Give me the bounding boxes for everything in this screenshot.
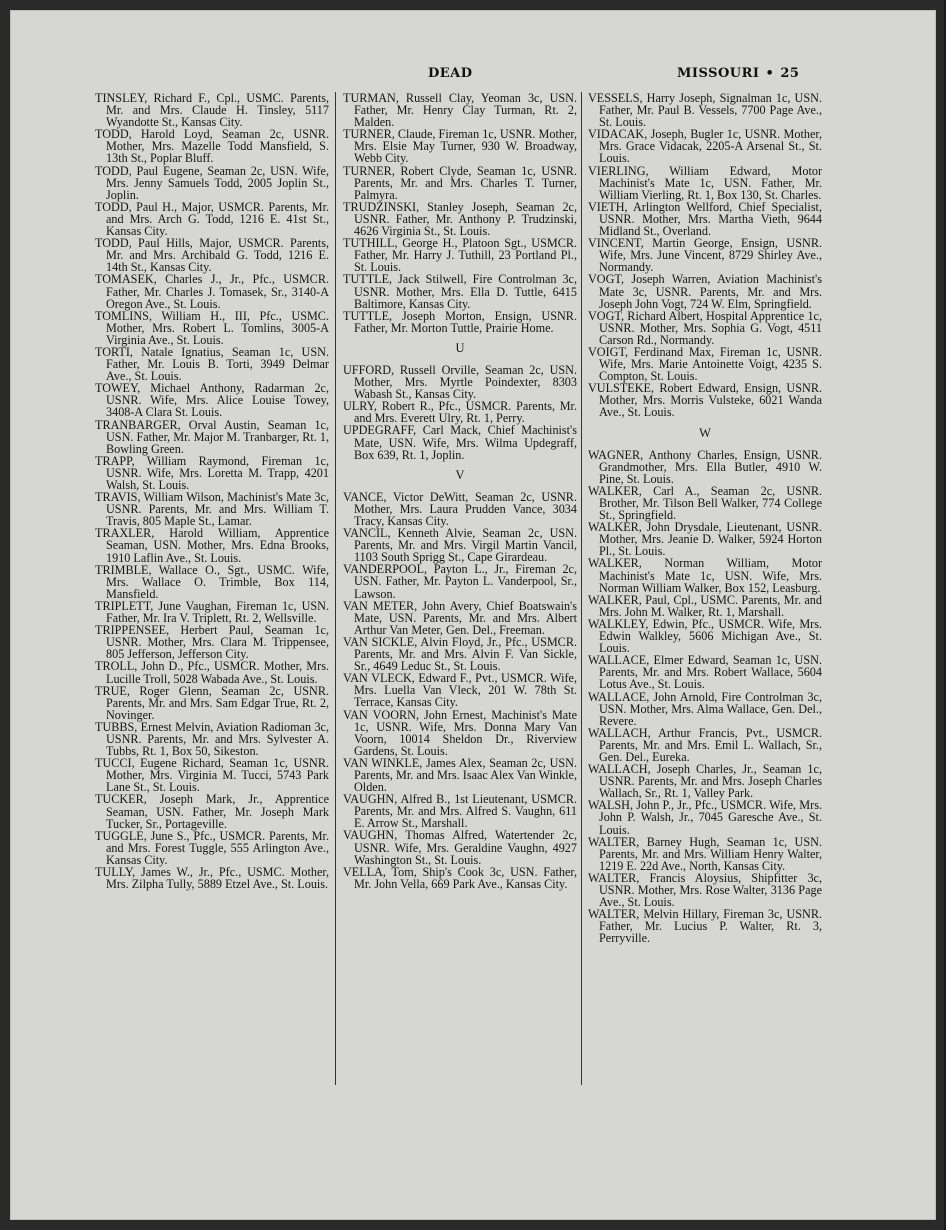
casualty-entry: VAN SICKLE, Alvin Floyd, Jr., Pfc., USMCR. Parents, Mr. and Mrs. Alvin F. Van Sickle, Sr., 4649 Leduc St., St. Louis. <box>343 634 577 674</box>
casualty-entry: WALTER, Francis Aloysius, Shipfitter 3c, USNR. Mother, Mrs. Rose Walter, 3136 Page Ave., St. Louis. <box>588 870 822 910</box>
casualty-entry: VAUGHN, Thomas Alfred, Watertender 2c, USNR. Wife, Mrs. Geraldine Vaughn, 4927 Washington St., St. Louis. <box>343 828 577 867</box>
casualty-entry: TODD, Harold Loyd, Seaman 2c, USNR. Mother, Mrs. Mazelle Todd Mansfield, S. 13th St., Poplar Bluff. <box>95 127 329 166</box>
column-3 <box>588 92 822 1092</box>
casualty-entry: TRAVIS, William Wilson, Machinist's Mate 3c, USNR. Parents, Mr. and Mrs. William T. Travis, 805 Maple St., Lamar. <box>95 490 329 529</box>
casualty-entry: VIETH, Arlington Wellford, Chief Specialist, USNR. Mother, Mrs. Martha Vieth, 9644 Midland St., Overland. <box>588 199 822 239</box>
casualty-entry: VAN WINKLE, James Alex, Seaman 2c, USN. Parents, Mr. and Mrs. Isaac Alex Van Winkle, Olden. <box>343 755 577 795</box>
casualty-entry: TRIMBLE, Wallace O., Sgt., USMC. Wife, Mrs. Wallace O. Trimble, Box 114, Mansfield. <box>95 562 329 601</box>
casualty-entry: ULRY, Robert R., Pfc., USMCR. Parents, Mr. and Mrs. Everett Ulry, Rt. 1, Perry. <box>343 399 577 426</box>
casualty-entry: VOIGT, Ferdinand Max, Fireman 1c, USNR. Wife, Mrs. Marie Antoinette Voigt, 4235 S. Compton, St. Louis. <box>588 344 822 384</box>
casualty-entry: TODD, Paul Eugene, Seaman 2c, USN. Wife, Mrs. Jenny Samuels Todd, 2005 Joplin St., Joplin. <box>95 163 329 202</box>
section-letter: U <box>455 340 465 355</box>
casualty-entry: UFFORD, Russell Orville, Seaman 2c, USN. Mother, Mrs. Myrtle Poindexter, 8303 Wabash St., Kansas City. <box>343 362 577 402</box>
header-state-and-page <box>677 66 799 81</box>
casualty-entry: TURNER, Claude, Fireman 1c, USNR. Mother, Mrs. Elsie May Turner, 930 W. Broadway, Webb City. <box>343 127 577 166</box>
casualty-entry: VAN VLECK, Edward F., Pvt., USMCR. Wife, Mrs. Luella Van Vleck, 201 W. 78th St. Terrace, Kansas City. <box>343 671 577 710</box>
casualty-entry: TUCCI, Eugene Richard, Seaman 1c, USNR. Mother, Mrs. Virginia M. Tucci, 5743 Park Lane St., St. Louis. <box>95 756 329 795</box>
header-section-title: DEAD <box>428 66 473 81</box>
casualty-entry: WALTER, Melvin Hillary, Fireman 3c, USNR. Father, Mr. Lucius P. Walter, Rt. 3, Perryville. <box>588 907 822 946</box>
column-2 <box>343 92 577 1092</box>
casualty-entry: VANCE, Victor DeWitt, Seaman 2c, USNR. Mother, Mrs. Laura Prudden Vance, 3034 Tracy, Kansas City. <box>343 489 577 528</box>
casualty-entry: WALLACE, John Arnold, Fire Controlman 3c, USN. Mother, Mrs. Alma Wallace, Gen. Del., Revere. <box>588 689 822 728</box>
casualty-entry: WALKER, Norman William, Motor Machinist's Mate 1c, USN. Wife, Mrs. Norman William Walker, Box 152, Leasburg. <box>588 556 822 595</box>
casualty-entry: VAN VOORN, John Ernest, Machinist's Mate 1c, USNR. Wife, Mrs. Donna Mary Van Voorn, 10014 Sheldon Dr., Riverview Gardens, St. Louis. <box>343 707 577 758</box>
column-divider <box>581 92 582 1085</box>
casualty-entry: TURMAN, Russell Clay, Yeoman 3c, USN. Father, Mr. Henry Clay Turman, Rt. 2, Malden. <box>343 91 577 130</box>
casualty-entry: WAGNER, Anthony Charles, Ensign, USNR. Grandmother, Mrs. Ella Butler, 4910 W. Pine, St. Louis. <box>588 447 822 486</box>
casualty-entry: VOGT, Richard Albert, Hospital Apprentice 1c, USNR. Mother, Mrs. Sophia G. Vogt, 4511 Carson Rd., Normandy. <box>588 308 822 347</box>
header-bullet: • <box>765 66 775 81</box>
column-1 <box>95 92 329 1092</box>
casualty-entry: TURNER, Robert Clyde, Seaman 1c, USNR. Parents, Mr. and Mrs. Charles T. Turner, Palmyra. <box>343 163 577 202</box>
casualty-entry: VANDERPOOL, Payton L., Jr., Fireman 2c, USN. Father, Mr. Payton L. Vanderpool, Sr., Lawson. <box>343 562 577 601</box>
casualty-entry: TOWEY, Michael Anthony, Radarman 2c, USNR. Wife, Mrs. Alice Louise Towey, 3408-A Clara St. Louis. <box>95 381 329 420</box>
casualty-entry: WALKER, John Drysdale, Lieutenant, USNR. Mother, Mrs. Jeanie D. Walker, 5924 Horton Pl., St. Louis. <box>588 520 822 559</box>
casualty-entry: WALLACH, Arthur Francis, Pvt., USMCR. Parents, Mr. and Mrs. Emil L. Wallach, Sr., Gen. Del., Eureka. <box>588 725 822 764</box>
casualty-entry: TUCKER, Joseph Mark, Jr., Apprentice Seaman, USN. Father, Mr. Joseph Mark Tucker, Sr., Portageville. <box>95 792 329 831</box>
casualty-entry: VOGT, Joseph Warren, Aviation Machinist's Mate 3c, USNR. Parents, Mr. and Mrs. Joseph John Vogt, 724 W. Elm, Springfield. <box>588 272 822 311</box>
casualty-entry: TULLY, James W., Jr., Pfc., USMC. Mother, Mrs. Zilpha Tully, 5889 Etzel Ave., St. Louis. <box>95 865 329 892</box>
casualty-entry: VINCENT, Martin George, Ensign, USNR. Wife, Mrs. June Vincent, 8729 Shirley Ave., Normandy. <box>588 236 822 275</box>
casualty-entry: TRUE, Roger Glenn, Seaman 2c, USNR. Parents, Mr. and Mrs. Sam Edgar True, Rt. 2, Novinger. <box>95 683 329 722</box>
casualty-entry: VELLA, Tom, Ship's Cook 3c, USN. Father, Mr. John Vella, 669 Park Ave., Kansas City. <box>343 864 577 891</box>
casualty-entry: TRIPPENSEE, Herbert Paul, Seaman 1c, USNR. Mother, Mrs. Clara M. Trippensee, 805 Jefferson, Jefferson City. <box>95 623 329 662</box>
casualty-entry: TRAXLER, Harold William, Apprentice Seaman, USN. Mother, Mrs. Edna Brooks, 1910 Laflin Ave., St. Louis. <box>95 526 329 565</box>
casualty-entry: WALKLEY, Edwin, Pfc., USMCR. Wife, Mrs. Edwin Walkley, 5606 Michigan Ave., St. Louis. <box>588 616 822 656</box>
casualty-entry: TODD, Paul Hills, Major, USMCR. Parents, Mr. and Mrs. Archibald G. Todd, 1216 E. 14th St., Kansas City. <box>95 236 329 275</box>
casualty-entry: VESSELS, Harry Joseph, Signalman 1c, USN. Father, Mr. Paul B. Vessels, 7700 Page Ave., St. Louis. <box>588 91 822 130</box>
column-divider <box>335 92 336 1085</box>
casualty-entry: WALLACE, Elmer Edward, Seaman 1c, USN. Parents, Mr. and Mrs. Robert Wallace, 5604 Lotus Ave., St. Louis. <box>588 653 822 692</box>
casualty-entry: VULSTEKE, Robert Edward, Ensign, USNR. Mother, Mrs. Morris Vulsteke, 6021 Wanda Ave., St. Louis. <box>588 381 822 420</box>
casualty-entry: TORTI, Natale Ignatius, Seaman 1c, USN. Father, Mr. Louis B. Torti, 3949 Delmar Ave., St. Louis. <box>95 344 329 384</box>
casualty-entry: WALKER, Carl A., Seaman 2c, USNR. Brother, Mr. Tilson Bell Walker, 774 College St., Springfield. <box>588 483 822 523</box>
casualty-entry: TOMLINS, William H., III, Pfc., USMC. Mother, Mrs. Robert L. Tomlins, 3005-A Virginia Ave., St. Louis. <box>95 308 329 347</box>
casualty-entry: TUTTLE, Jack Stilwell, Fire Controlman 3c, USNR. Mother, Mrs. Ella D. Tuttle, 6415 Baltimore, Kansas City. <box>343 272 577 311</box>
page-number: 25 <box>780 66 800 81</box>
casualty-entry: TUTHILL, George H., Platoon Sgt., USMCR. Father, Mr. Harry J. Tuthill, 23 Portland Pl., St. Louis. <box>343 236 577 275</box>
casualty-entry: TUBBS, Ernest Melvin, Aviation Radioman 3c, USNR. Parents, Mr. and Mrs. Sylvester A. Tubbs, Rt. 1, Box 50, Sikeston. <box>95 719 329 759</box>
casualty-entry: WALLACH, Joseph Charles, Jr., Seaman 1c, USNR. Parents, Mr. and Mrs. Joseph Charles Wallach, Sr., Rt. 1, Valley Park. <box>588 762 822 801</box>
casualty-entry: TINSLEY, Richard F., Cpl., USMC. Parents, Mr. and Mrs. Claude H. Tinsley, 5117 Wyandotte St., Kansas City. <box>95 91 329 130</box>
casualty-entry: WALKER, Paul, Cpl., USMC. Parents, Mr. and Mrs. John M. Walker, Rt. 1, Marshall. <box>588 592 822 619</box>
header-state: MISSOURI <box>677 66 760 81</box>
casualty-entry: VAUGHN, Alfred B., 1st Lieutenant, USMCR. Parents, Mr. and Mrs. Alfred S. Vaughn, 611 E. Arrow St., Marshall. <box>343 792 577 831</box>
casualty-entry: VANCIL, Kenneth Alvie, Seaman 2c, USN. Parents, Mr. and Mrs. Virgil Martin Vancil, 1103 South Sprigg St., Cape Girardeau. <box>343 526 577 565</box>
casualty-entry: TRUDZINSKI, Stanley Joseph, Seaman 2c, USNR. Father, Mr. Anthony P. Trudzinski, 4626 Virginia St., St. Louis. <box>343 199 577 239</box>
casualty-entry: VIERLING, William Edward, Motor Machinist's Mate 1c, USN. Father, Mr. William Vierling, Rt. 1, Box 130, St. Charles. <box>588 163 822 202</box>
casualty-entry: VAN METER, John Avery, Chief Boatswain's Mate, USN. Parents, Mr. and Mrs. Albert Arthur Van Meter, Gen. Del., Freeman. <box>343 598 577 637</box>
section-letter: W <box>699 425 711 440</box>
casualty-entry: TODD, Paul H., Major, USMCR. Parents, Mr. and Mrs. Arch G. Todd, 1216 E. 41st St., Kansas City. <box>95 199 329 239</box>
casualty-entry: WALSH, John P., Jr., Pfc., USMCR. Wife, Mrs. John P. Walsh, Jr., 7045 Garesche Ave., St. Louis. <box>588 798 822 837</box>
casualty-entry: TUGGLE, June S., Pfc., USMCR. Parents, Mr. and Mrs. Forest Tuggle, 555 Arlington Ave., Kansas City. <box>95 828 329 867</box>
casualty-entry: TROLL, John D., Pfc., USMCR. Mother, Mrs. Lucille Troll, 5028 Wabada Ave., St. Louis. <box>95 659 329 686</box>
casualty-entry: WALTER, Barney Hugh, Seaman 1c, USN. Parents, Mr. and Mrs. William Henry Walter, 1219 E. 22d Ave., North, Kansas City. <box>588 834 822 873</box>
casualty-entry: TRAPP, William Raymond, Fireman 1c, USNR. Wife, Mrs. Loretta M. Trapp, 4201 Walsh, St. Louis. <box>95 453 329 492</box>
casualty-entry: TRANBARGER, Orval Austin, Seaman 1c, USN. Father, Mr. Major M. Tranbarger, Rt. 1, Bowling Green. <box>95 417 329 456</box>
casualty-entry: UPDEGRAFF, Carl Mack, Chief Machinist's Mate, USN. Wife, Mrs. Wilma Updegraff, Box 639, Rt. 1, Joplin. <box>343 423 577 462</box>
section-letter: V <box>455 467 465 482</box>
casualty-entry: TOMASEK, Charles J., Jr., Pfc., USMCR. Father, Mr. Charles J. Tomasek, Sr., 3140-A Oregon Ave., St. Louis. <box>95 272 329 311</box>
casualty-entry: VIDACAK, Joseph, Bugler 1c, USNR. Mother, Mrs. Grace Vidacak, 2205-A Arsenal St., St. Louis. <box>588 127 822 166</box>
casualty-entry: TRIPLETT, June Vaughan, Fireman 1c, USN. Father, Mr. Ira V. Triplett, Rt. 2, Wellsville. <box>95 598 329 626</box>
casualty-entry: TUTTLE, Joseph Morton, Ensign, USNR. Father, Mr. Morton Tuttle, Prairie Home. <box>343 308 577 335</box>
page-header <box>0 66 946 86</box>
